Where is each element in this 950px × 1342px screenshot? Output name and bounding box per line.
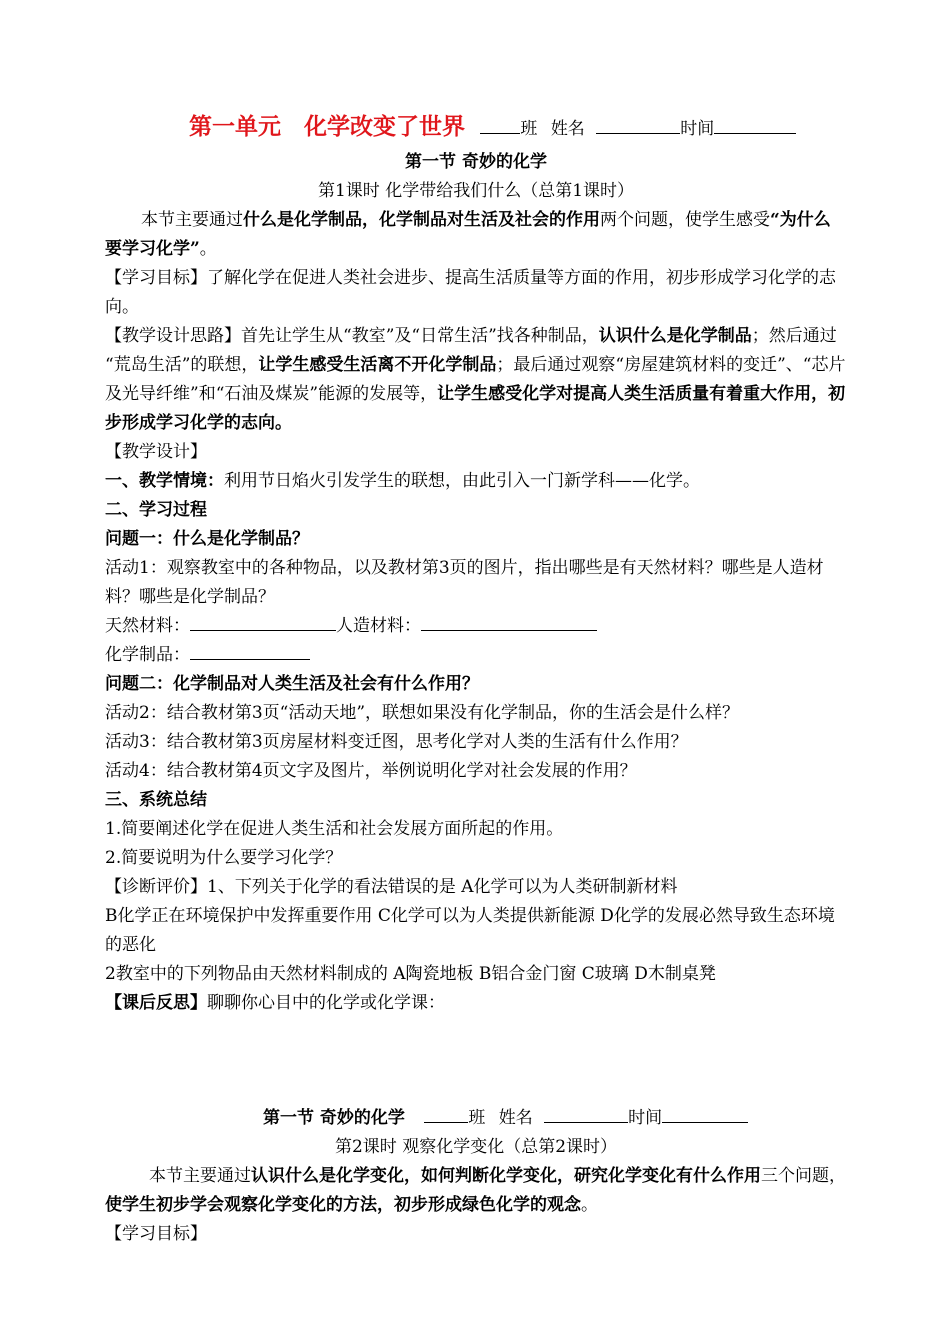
design-bold: 认识什么是化学制品: [598, 326, 752, 346]
lesson2-name-blank[interactable]: [544, 1104, 628, 1123]
artificial-blank[interactable]: [421, 612, 597, 631]
design-text: ；然后通过 “荒岛生活”的联想，: [105, 326, 837, 375]
materials-line: [105, 612, 847, 641]
evaluation-two: 2教室中的下列物品由天然材料制成的 A陶瓷地板 B铝合金门窗 C玻璃 D木制桌凳: [105, 964, 716, 984]
reflection: [105, 989, 847, 1018]
intro-text: 两个问题，使学生感受: [600, 210, 770, 230]
activity-two: 活动2：结合教材第3页“活动天地”，联想如果没有化学制品，你的生活会是什么样？: [105, 703, 740, 723]
lesson2-header-line: [105, 1104, 847, 1133]
activity-one: 活动1：观察教室中的各种物品，以及教材第3页的图片，指出哪些是有天然材料？哪些是人造材料？哪些是化学制品？: [105, 558, 824, 607]
name-label: 姓名: [550, 119, 585, 139]
chem-blank[interactable]: [190, 641, 310, 660]
time-label: 时间: [680, 119, 715, 139]
section-one: [105, 467, 847, 496]
question-one: 问题一：什么是化学制品？: [105, 529, 309, 549]
lesson2-class-blank[interactable]: [424, 1104, 468, 1123]
lesson2-time-label: 时间: [628, 1108, 663, 1128]
document-page: [105, 108, 847, 1249]
activity-three: 活动3：结合教材第3页房屋材料变迁图，思考化学对人类的生活有什么作用？: [105, 732, 688, 752]
design-bold: 让学生感受生活离不开化学制品: [258, 355, 497, 375]
activity-four: 活动4：结合教材第4页文字及图片，举例说明化学对社会发展的作用？: [105, 761, 637, 781]
section-one-heading: 一、教学情境：: [105, 471, 224, 491]
reflection-label: 【课后反思】: [105, 993, 207, 1013]
section-three-heading: 三、系统总结: [105, 790, 207, 810]
intro-bold: 什么是化学制品，化学制品对生活及社会的作用: [243, 210, 600, 230]
class-label: 班: [520, 119, 538, 139]
section-one-text: 利用节日焰火引发学生的联想，由此引入一门新学科——化学。: [224, 471, 700, 491]
lesson-title: 第1课时 化学带给我们什么（总第1课时）: [317, 181, 635, 201]
evaluation-one: 【诊断评价】1、下列关于化学的看法错误的是 A化学可以为人类研制新材料: [105, 877, 678, 897]
design-bold: 让学生感受化学对提高人类生活质量有着重大作用，初步形成学习化学的志向。: [105, 384, 846, 433]
artificial-label: 人造材料：: [336, 616, 421, 636]
intro-text: 。: [581, 1195, 598, 1215]
reflection-text: 聊聊你心目中的化学或化学课：: [207, 993, 445, 1013]
lesson2-intro-paragraph: [105, 1162, 847, 1220]
natural-label: 天然材料：: [105, 616, 190, 636]
unit-title-line: [105, 108, 847, 148]
chem-label: 化学制品：: [105, 645, 190, 665]
class-blank[interactable]: [480, 115, 520, 134]
learning-goal: 【学习目标】了解化学在促进人类社会进步、提高生活质量等方面的作用，初步形成学习化学的志向。: [105, 268, 836, 317]
intro-text: 本节主要通过: [149, 1166, 251, 1186]
evaluation-one-options: B化学正在环境保护中发挥重要作用 C化学可以为人类提供新能源 D化学的发展必然导致生态环境的恶化: [105, 906, 835, 955]
intro-bold: “为什么要学习化学”: [105, 210, 831, 259]
spacer: [105, 1018, 847, 1104]
lesson2-lesson-title: 第2课时 观察化学变化（总第2课时）: [334, 1137, 618, 1157]
intro-bold: 认识什么是化学变化，如何判断化学变化，研究化学变化有什么作用: [251, 1166, 761, 1186]
design-heading: 【教学设计】: [105, 442, 207, 462]
summary-one: 1.简要阐述化学在促进人类生活和社会发展方面所起的作用。: [105, 819, 564, 839]
lesson2-section-title: 第一节 奇妙的化学: [263, 1108, 405, 1128]
natural-blank[interactable]: [190, 612, 336, 631]
design-text: 【教学设计思路】首先让学生从“教室”及“日常生活”找各种制品，: [105, 326, 599, 346]
lesson2-class-label: 班: [468, 1108, 486, 1128]
chem-products-line: [105, 641, 847, 670]
time-blank[interactable]: [714, 115, 796, 134]
design-text: ；最后通过观察“房屋建筑材料的变迁”、“芯片及光导纤维”和“石油及煤炭”能源的发展等，: [105, 355, 846, 404]
intro-paragraph: [105, 206, 847, 264]
section-two-heading: 二、学习过程: [105, 500, 207, 520]
intro-bold: 使学生初步学会观察化学变化的方法，初步形成绿色化学的观念: [105, 1195, 581, 1215]
question-two: 问题二：化学制品对人类生活及社会有什么作用？: [105, 674, 479, 694]
design-idea-paragraph: [105, 322, 847, 438]
unit-title: 第一单元 化学改变了世界: [189, 113, 465, 140]
intro-text: 三个问题，: [761, 1166, 846, 1186]
summary-two: 2.简要说明为什么要学习化学？: [105, 848, 343, 868]
intro-text: 本节主要通过: [141, 210, 243, 230]
lesson2-time-blank[interactable]: [662, 1104, 748, 1123]
section-title: 第一节 奇妙的化学: [405, 152, 547, 172]
lesson2-goal-label: 【学习目标】: [105, 1224, 207, 1244]
intro-text: 。: [199, 239, 217, 259]
name-blank[interactable]: [596, 115, 680, 134]
lesson2-name-label: 姓名: [498, 1108, 533, 1128]
